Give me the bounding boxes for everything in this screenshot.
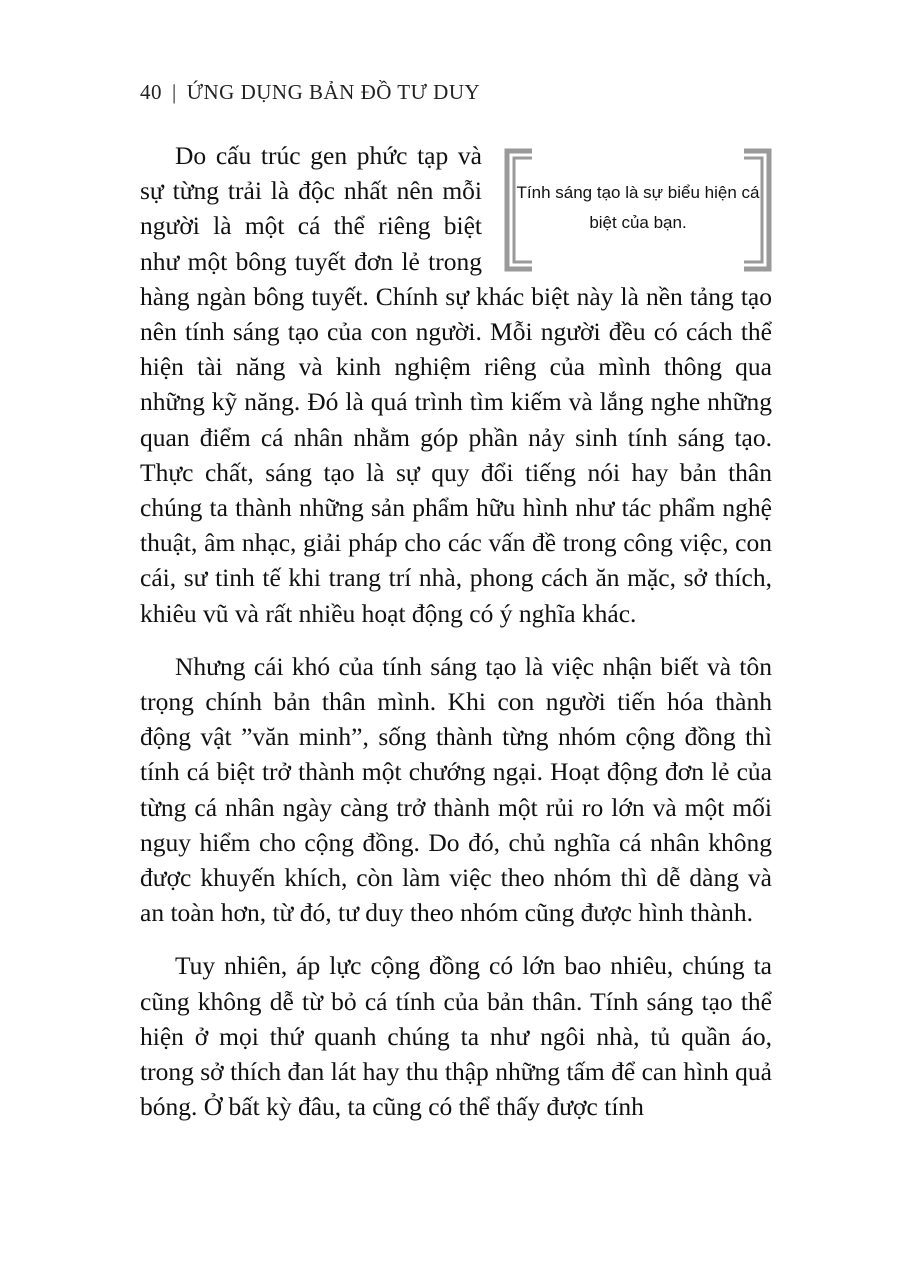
pull-quote-text: Tính sáng tạo là sự biểu hiện cá biệt của bạn.: [516, 183, 760, 232]
pull-quote: [504, 148, 772, 272]
page-number: 40: [140, 80, 162, 104]
header-separator: |: [172, 80, 177, 104]
body-text: [140, 138, 772, 1142]
paragraph-2: Nhưng cái khó của tính sáng tạo là việc nhận biết và tôn trọng chính bản thân mình. Khi con người tiến hóa thành động vật ”văn minh”, sống thành từng nhóm cộng đồng thì tính cá biệt trở thành một chướng ngại. Hoạt động đơn lẻ của từng cá nhân ngày càng trở thành một rủi ro lớn và một mối nguy hiểm cho cộng đồng. Do đó, chủ nghĩa cá nhân không được khuyến khích, còn làm việc theo nhóm thì dễ dàng và an toàn hơn, từ đó, tư duy theo nhóm cũng được hình thành.: [140, 651, 772, 928]
chapter-title: ỨNG DỤNG BẢN ĐỒ TƯ DUY: [186, 80, 481, 104]
paragraph-3: Tuy nhiên, áp lực cộng đồng có lớn bao nhiêu, chúng ta cũng không dễ từ bỏ cá tính của bản thân. Tính sáng tạo thể hiện ở mọi thứ quanh chúng ta như ngôi nhà, tủ quần áo, trong sở thích đan lát hay thu thập những tấm để can hình quả bóng. Ở bất kỳ đâu, ta cũng có thể thấy được tính: [140, 951, 772, 1122]
paragraph-1-text: Do cấu trúc gen phức tạp và sự từng trải là độc nhất nên mỗi người là một cá thể riêng biệt như một bông tuyết đơn lẻ trong hàng ngàn bông tuyết. Chính sự khác biệt này là nền tảng tạo nên tính sáng tạo của con người. Mỗi người đều có cách thể hiện tài năng và kinh nghiệm riêng của mình thông qua những kỹ năng. Đó là quá trình tìm kiếm và lắng nghe những quan điểm cá nhân nhằm góp phần nảy sinh tính sáng tạo. Thực chất, sáng tạo là sự quy đổi tiếng nói hay bản thân chúng ta thành những sản phẩm hữu hình như tác phẩm nghệ thuật, âm nhạc, giải pháp cho các vấn đề trong công việc, con cái, sư tinh tế khi trang trí nhà, phong cách ăn mặc, sở thích, khiêu vũ và rất nhiều hoạt động có ý nghĩa khác.: [140, 141, 772, 628]
running-header: [140, 80, 480, 105]
paragraph-1: [140, 138, 772, 631]
